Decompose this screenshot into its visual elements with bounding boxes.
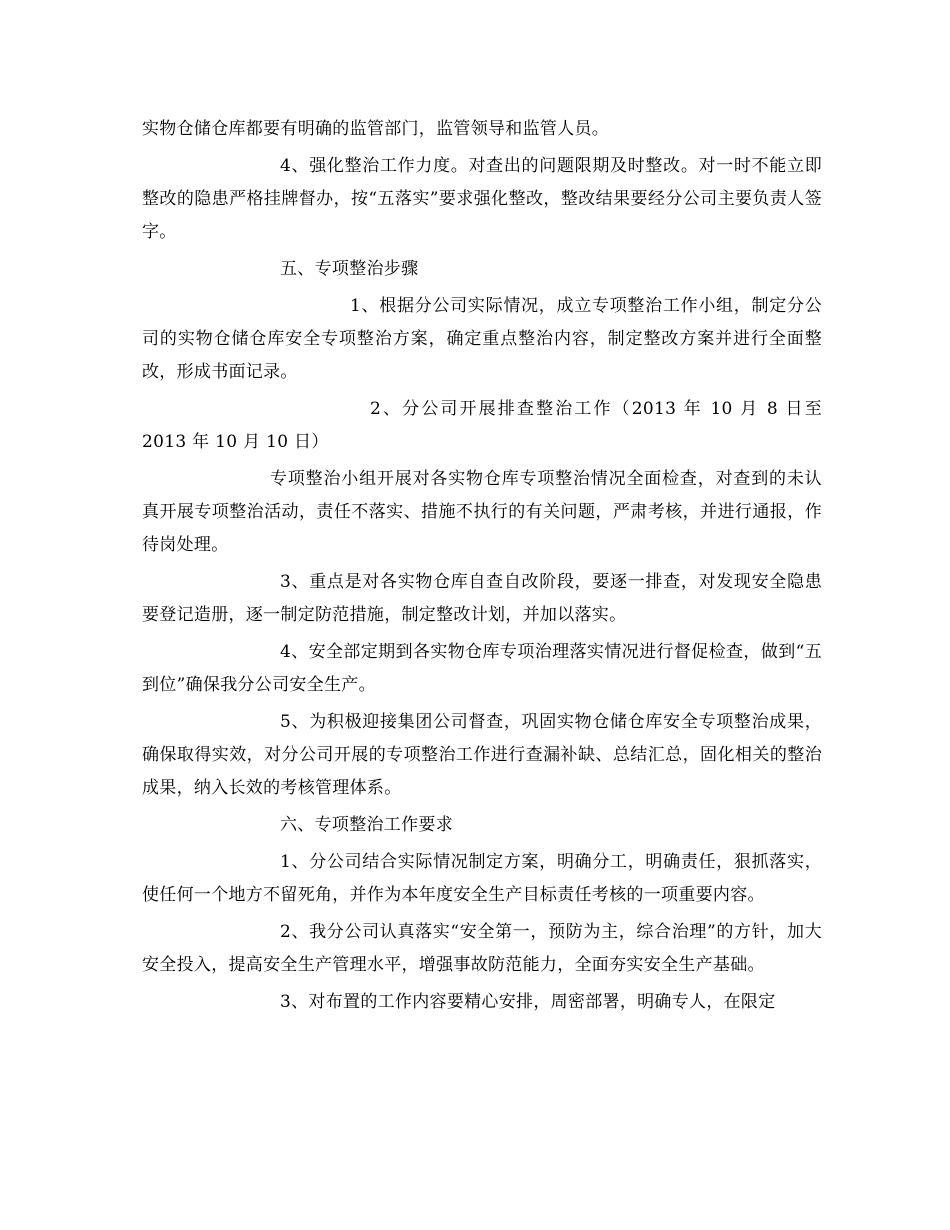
document-body [142, 113, 822, 1023]
paragraph: 3、重点是对各实物仓库自查自改阶段，要逐一排查，对发现安全隐患要登记造册，逐一制定防范措施，制定整改计划，并加以落实。 [142, 572, 822, 625]
paragraph: 2、我分公司认真落实“安全第一，预防为主，综合治理”的方针，加大安全投入，提高安全生产管理水平，增强事故防范能力，全面夯实安全生产基础。 [142, 922, 822, 975]
paragraph: 2、分公司开展排查整治工作（2013 年 10 月 8 日至 2013 年 10 月 10 日） [142, 399, 822, 452]
paragraph: 五、专项整治步骤 [280, 259, 419, 279]
paragraph: 1、分公司结合实际情况制定方案，明确分工，明确责任，狠抓落实，使任何一个地方不留死角，并作为本年度安全生产目标责任考核的一项重要内容。 [142, 852, 822, 905]
paragraph: 六、专项整治工作要求 [280, 815, 453, 835]
paragraph: 专项整治小组开展对各实物仓库专项整治情况全面检查，对查到的未认真开展专项整治活动，责任不落实、措施不执行的有关问题，严肃考核，并进行通报，作待岗处理。 [142, 469, 822, 555]
paragraph: 3、对布置的工作内容要精心安排，周密部署，明确专人，在限定 [280, 992, 776, 1012]
paragraph: 4、强化整治工作力度。对查出的问题限期及时整改。对一时不能立即整改的隐患严格挂牌督办，按“五落实”要求强化整改，整改结果要经分公司主要负责人签字。 [142, 156, 822, 242]
paragraph: 5、为积极迎接集团公司督查，巩固实物仓储仓库安全专项整治成果，确保取得实效，对分公司开展的专项整治工作进行查漏补缺、总结汇总，固化相关的整治成果，纳入长效的考核管理体系。 [142, 712, 822, 798]
paragraph: 1、根据分公司实际情况，成立专项整治工作小组，制定分公司的实物仓储仓库安全专项整治方案，确定重点整治内容，制定整改方案并进行全面整改，形成书面记录。 [142, 296, 822, 382]
paragraph: 实物仓储仓库都要有明确的监管部门，监管领导和监管人员。 [142, 119, 610, 139]
paragraph: 4、安全部定期到各实物仓库专项治理落实情况进行督促检查，做到“五到位”确保我分公司安全生产。 [142, 642, 822, 695]
